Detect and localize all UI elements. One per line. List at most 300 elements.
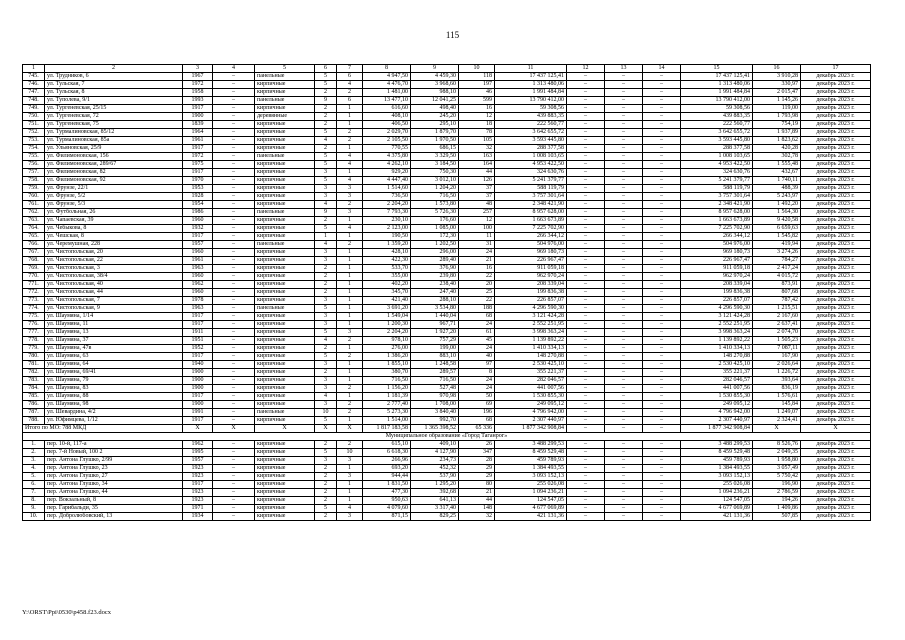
table-cell: 755. — [23, 153, 45, 161]
table-cell: – — [567, 497, 605, 505]
table-cell: 756. — [23, 161, 45, 169]
table-row — [23, 193, 871, 201]
table-cell: – — [213, 137, 255, 145]
table-cell: – — [213, 233, 255, 241]
table-cell: 1972 — [183, 153, 213, 161]
table-cell: кирпичные — [255, 201, 315, 209]
table-row — [23, 153, 871, 161]
table-cell: 1 855,10 — [363, 361, 411, 369]
table-cell: – — [213, 353, 255, 361]
table-cell: 78 — [459, 129, 495, 137]
table-cell: 786. — [23, 401, 45, 409]
table-cell: 1 — [337, 361, 363, 369]
table-cell: 3 691,20 — [363, 305, 411, 313]
table-cell: 5 — [315, 73, 337, 81]
table-cell: X — [213, 425, 255, 433]
table-cell: – — [605, 457, 643, 465]
table-cell: – — [643, 257, 681, 265]
table-cell: – — [605, 297, 643, 305]
table-cell: кирпичные — [255, 465, 315, 473]
table-cell: декабрь 2023 г. — [801, 489, 871, 497]
table-cell: 2 — [337, 137, 363, 145]
table-cell: 1900 — [183, 377, 213, 385]
table-cell: – — [213, 105, 255, 113]
table-row — [23, 393, 871, 401]
table-row — [23, 473, 871, 481]
table-cell: – — [605, 97, 643, 105]
table-cell: 1917 — [183, 481, 213, 489]
table-cell: – — [213, 297, 255, 305]
table-cell: 9 — [315, 97, 337, 105]
table-cell: 459 789,93 — [495, 457, 567, 465]
table-cell: – — [213, 321, 255, 329]
table-cell: 1934 — [183, 513, 213, 521]
table-cell: 1971 — [183, 505, 213, 513]
table-cell: кирпичные — [255, 177, 315, 185]
table-row — [23, 121, 871, 129]
table-cell: ул. Чистопольская, 3 — [45, 265, 183, 273]
table-cell: 3. — [23, 457, 45, 465]
table-cell: – — [605, 441, 643, 449]
table-cell: – — [605, 137, 643, 145]
table-cell: 1 365 398,52 — [411, 425, 459, 433]
table-cell: – — [567, 113, 605, 121]
table-cell: 5 — [315, 449, 337, 457]
table-cell: – — [605, 249, 643, 257]
table-cell: 1978 — [183, 297, 213, 305]
table-cell: 2 — [337, 441, 363, 449]
table-cell: 1 156,20 — [363, 385, 411, 393]
table-cell: 3 534,80 — [411, 305, 459, 313]
table-cell: – — [213, 313, 255, 321]
table-cell: 4 127,90 — [411, 449, 459, 457]
table-cell: 119,00 — [753, 105, 801, 113]
table-cell: 4 375,80 — [363, 153, 411, 161]
table-cell: панельные — [255, 241, 315, 249]
table-cell: 1 094 236,21 — [495, 489, 567, 497]
table-cell: кирпичные — [255, 281, 315, 289]
table-cell: 504 976,00 — [681, 241, 753, 249]
table-cell: 12 — [567, 65, 605, 73]
table-cell: 488,39 — [753, 185, 801, 193]
table-cell: 3 — [315, 401, 337, 409]
table-cell: 2 307 440,97 — [495, 417, 567, 425]
table-cell: – — [643, 129, 681, 137]
table-cell: 68 — [459, 313, 495, 321]
table-cell: ул. Шаумяна, 37 — [45, 337, 183, 345]
table-cell: – — [213, 225, 255, 233]
table-cell: 1960 — [183, 217, 213, 225]
table-cell: 3 274,26 — [753, 249, 801, 257]
table-cell: 40 — [459, 353, 495, 361]
table-cell: 4 — [337, 161, 363, 169]
table-cell: 2 — [337, 353, 363, 361]
table-cell: – — [643, 481, 681, 489]
table-cell: – — [643, 97, 681, 105]
table-cell: 477,30 — [363, 489, 411, 497]
table-cell: 17 — [801, 65, 871, 73]
table-cell: 4 677 069,89 — [681, 505, 753, 513]
table-cell: 13 — [605, 65, 643, 73]
table-cell: 419,94 — [753, 241, 801, 249]
table-cell: 774. — [23, 305, 45, 313]
table-cell: 929,20 — [363, 169, 411, 177]
table-cell: 3 757 301,64 — [681, 193, 753, 201]
table-cell: ул. Чистопольская, 22 — [45, 257, 183, 265]
table-cell: 5 — [315, 177, 337, 185]
table-cell: 883,10 — [411, 353, 459, 361]
table-cell: – — [567, 505, 605, 513]
table-cell: 616,60 — [363, 105, 411, 113]
table-cell: 1 — [337, 265, 363, 273]
table-cell: 1 — [337, 497, 363, 505]
table-cell: 2 015,47 — [753, 89, 801, 97]
table-cell: 24 — [459, 249, 495, 257]
table-cell: декабрь 2023 г. — [801, 89, 871, 97]
table-cell: декабрь 2023 г. — [801, 193, 871, 201]
table-row — [23, 313, 871, 321]
table-cell: 3 — [315, 377, 337, 385]
table-row — [23, 73, 871, 81]
table-row — [23, 249, 871, 257]
table-cell: – — [643, 89, 681, 97]
table-cell: 615,10 — [363, 441, 411, 449]
table-cell: 1923 — [183, 473, 213, 481]
table-cell: 190,50 — [363, 233, 411, 241]
table-cell: 1 740,11 — [753, 177, 801, 185]
table-cell: – — [643, 345, 681, 353]
table-cell: 1928 — [183, 193, 213, 201]
table-cell: 1900 — [183, 385, 213, 393]
table-cell: кирпичные — [255, 417, 315, 425]
table-cell: 788. — [23, 417, 45, 425]
table-cell: кирпичные — [255, 105, 315, 113]
table-cell: декабрь 2023 г. — [801, 225, 871, 233]
table-cell: 355,00 — [363, 273, 411, 281]
table-cell: – — [213, 145, 255, 153]
table-cell: – — [605, 257, 643, 265]
table-cell: 2 552 251,95 — [681, 321, 753, 329]
table-cell: 4 953 422,50 — [681, 161, 753, 169]
table-cell: 784. — [23, 385, 45, 393]
table-cell: 3 093 152,13 — [681, 473, 753, 481]
table-cell: 3 488 299,53 — [681, 441, 753, 449]
table-cell: 276,00 — [363, 345, 411, 353]
table-cell: декабрь 2023 г. — [801, 377, 871, 385]
table-cell: декабрь 2023 г. — [801, 241, 871, 249]
table-cell: X — [753, 425, 801, 433]
table-cell: 1 008 103,65 — [495, 153, 567, 161]
table-cell: 754,19 — [753, 121, 801, 129]
table-cell: 10. — [23, 513, 45, 521]
table-cell: – — [643, 273, 681, 281]
table-cell: – — [643, 137, 681, 145]
table-cell: – — [567, 401, 605, 409]
table-cell: 230,10 — [363, 217, 411, 225]
table-cell: 1960 — [183, 273, 213, 281]
table-cell: 4 953 422,50 — [495, 161, 567, 169]
table-cell: 1 181,39 — [363, 393, 411, 401]
table-cell: 1 085,00 — [411, 225, 459, 233]
table-cell: 1917 — [183, 353, 213, 361]
table-cell: 1963 — [183, 265, 213, 273]
table-cell: 4 796 942,00 — [681, 409, 753, 417]
table-cell: 289,57 — [411, 369, 459, 377]
table-cell: 2 — [315, 289, 337, 297]
table-cell: 9 420,58 — [753, 217, 801, 225]
table-cell: 2 530 425,10 — [495, 361, 567, 369]
table-cell: 289,40 — [411, 257, 459, 265]
table-cell: – — [567, 217, 605, 225]
table-cell: – — [213, 513, 255, 521]
table-cell: – — [567, 425, 605, 433]
table-cell: 249 095,12 — [681, 401, 753, 409]
table-cell: – — [605, 201, 643, 209]
table-cell: декабрь 2023 г. — [801, 361, 871, 369]
table-cell: – — [643, 281, 681, 289]
table-cell: 5 726,30 — [411, 209, 459, 217]
table-cell: панельные — [255, 153, 315, 161]
table-cell: декабрь 2023 г. — [801, 249, 871, 257]
table-cell: 16 — [459, 105, 495, 113]
table-cell: декабрь 2023 г. — [801, 401, 871, 409]
table-cell: 757. — [23, 169, 45, 177]
table-cell: – — [643, 489, 681, 497]
table-cell: 1 094 236,21 — [681, 489, 753, 497]
table-cell: – — [567, 361, 605, 369]
table-cell: – — [605, 289, 643, 297]
table-cell: 5 — [315, 305, 337, 313]
table-cell: 59 308,56 — [681, 105, 753, 113]
table-cell: ул. Шаумяна, 11 — [45, 321, 183, 329]
table-cell: ул. Шаумяна, 13 — [45, 329, 183, 337]
table-cell: 871,15 — [363, 513, 411, 521]
table-cell: пер. Антона Глушко, 2/99 — [45, 457, 183, 465]
table-cell: – — [605, 89, 643, 97]
table-cell: декабрь 2023 г. — [801, 457, 871, 465]
table-cell: 222 560,77 — [681, 121, 753, 129]
table-cell: – — [643, 401, 681, 409]
table-cell: 3 — [337, 329, 363, 337]
table-cell: ул. Фрунзе, 22/1 — [45, 185, 183, 193]
table-cell: 1917 — [183, 313, 213, 321]
table-cell: 302,78 — [753, 153, 801, 161]
table-cell: 1993 — [183, 97, 213, 105]
table-cell: 199 836,38 — [495, 289, 567, 297]
table-cell: 6 — [337, 97, 363, 105]
table-cell: 1 514,60 — [363, 185, 411, 193]
table-cell: 969 180,73 — [495, 249, 567, 257]
table-cell: 3 — [315, 169, 337, 177]
table-cell: – — [213, 241, 255, 249]
table-cell: 2 074,70 — [753, 329, 801, 337]
table-cell: 3 910,28 — [753, 73, 801, 81]
table-cell: 22 — [459, 297, 495, 305]
table-cell: – — [643, 409, 681, 417]
table-cell: 1917 — [183, 145, 213, 153]
table-cell: – — [213, 449, 255, 457]
table-cell: 1 970,50 — [411, 137, 459, 145]
table-cell: 1952 — [183, 345, 213, 353]
table-cell: – — [213, 489, 255, 497]
table-cell: – — [567, 73, 605, 81]
table-cell: 2 — [315, 281, 337, 289]
table-cell: – — [643, 225, 681, 233]
table-cell: кирпичные — [255, 369, 315, 377]
table-cell: 498,40 — [411, 105, 459, 113]
table-cell: – — [567, 345, 605, 353]
table-cell: X — [801, 425, 871, 433]
table-cell: 1839 — [183, 121, 213, 129]
table-cell: 266 344,12 — [495, 233, 567, 241]
table-cell: 61 — [459, 329, 495, 337]
table-cell: – — [643, 353, 681, 361]
table-cell: декабрь 2023 г. — [801, 313, 871, 321]
table-cell: 5 750,42 — [753, 473, 801, 481]
table-cell: 1 — [337, 369, 363, 377]
table-cell: 2 — [315, 217, 337, 225]
table-cell: 11 — [495, 65, 567, 73]
table-cell: 196 — [459, 409, 495, 417]
table-cell: 873,91 — [753, 281, 801, 289]
table-cell: 355 221,37 — [495, 369, 567, 377]
table-cell: – — [643, 73, 681, 81]
table-cell: 288 377,58 — [681, 145, 753, 153]
table-cell: – — [605, 265, 643, 273]
table-cell: 1 384 493,55 — [495, 465, 567, 473]
table-cell: 4 947,50 — [363, 73, 411, 81]
table-cell: 255 026,08 — [681, 481, 753, 489]
table-cell: 25 — [459, 289, 495, 297]
table-cell: 1. — [23, 441, 45, 449]
table-cell: 4 — [337, 505, 363, 513]
table-cell: 781. — [23, 361, 45, 369]
table-cell: 2 029,70 — [363, 129, 411, 137]
footer-file-path: Y:\ORST\Ppi\0530\p458.f23.docx — [22, 609, 111, 616]
table-cell: – — [605, 417, 643, 425]
table-cell: 5. — [23, 473, 45, 481]
table-cell: 2 — [315, 465, 337, 473]
table-cell: кирпичные — [255, 145, 315, 153]
table-cell: кирпичные — [255, 121, 315, 129]
table-cell: – — [567, 241, 605, 249]
table-cell: 1917 — [183, 321, 213, 329]
section-title-row — [23, 433, 871, 441]
table-cell: 1 663 673,89 — [681, 217, 753, 225]
table-cell: 148 270,88 — [495, 353, 567, 361]
table-cell: 65 336 — [459, 425, 495, 433]
table-cell: – — [213, 201, 255, 209]
table-cell: 441 007,56 — [681, 385, 753, 393]
table-cell: 773. — [23, 297, 45, 305]
table-cell: 950,63 — [363, 497, 411, 505]
table-cell: ул. Фрунзе, 5/2 — [45, 193, 183, 201]
table-cell: 1 530 855,30 — [681, 393, 753, 401]
table-cell: 1961 — [183, 137, 213, 145]
table-cell: – — [567, 273, 605, 281]
table-cell: – — [567, 81, 605, 89]
table-cell: 2 — [315, 481, 337, 489]
table-cell: – — [213, 337, 255, 345]
table-cell: 376,90 — [411, 265, 459, 273]
table-cell: – — [605, 377, 643, 385]
table-cell: ул. Чистопольская, 38/4 — [45, 273, 183, 281]
table-cell: 2 — [315, 265, 337, 273]
table-cell: 439 883,35 — [495, 113, 567, 121]
table-cell: 7 087,11 — [753, 345, 801, 353]
table-cell: – — [643, 369, 681, 377]
table-cell: – — [643, 161, 681, 169]
column-number-row — [23, 65, 871, 73]
table-cell: ул. Шаумяна, 88 — [45, 393, 183, 401]
table-cell: – — [643, 233, 681, 241]
table-cell: 80 — [459, 481, 495, 489]
table-cell: – — [643, 265, 681, 273]
table-cell: – — [213, 193, 255, 201]
table-cell: – — [567, 409, 605, 417]
table-cell: кирпичные — [255, 161, 315, 169]
table-cell: декабрь 2023 г. — [801, 513, 871, 521]
table-cell: 1 145,26 — [753, 97, 801, 105]
table-cell: 777. — [23, 329, 45, 337]
table-cell: 760. — [23, 193, 45, 201]
table-cell: 100 — [459, 225, 495, 233]
table-cell: – — [605, 425, 643, 433]
table-cell: 1 — [23, 65, 45, 73]
table-cell: 3 121 424,28 — [681, 313, 753, 321]
table-cell: ул. Чистопольская, 7 — [45, 297, 183, 305]
table-cell: – — [567, 481, 605, 489]
table-cell: декабрь 2023 г. — [801, 121, 871, 129]
table-cell: – — [567, 105, 605, 113]
table-cell: – — [567, 321, 605, 329]
table-cell: 1 249,07 — [753, 409, 801, 417]
table-cell: 776. — [23, 321, 45, 329]
table-cell: 13 790 412,00 — [495, 97, 567, 105]
table-cell: декабрь 2023 г. — [801, 305, 871, 313]
table-cell: декабрь 2023 г. — [801, 233, 871, 241]
table-row — [23, 513, 871, 521]
table-cell: кирпичные — [255, 505, 315, 513]
table-cell: ул. Филимоновская, 289/67 — [45, 161, 183, 169]
table-cell: – — [567, 393, 605, 401]
table-cell: 1 — [337, 465, 363, 473]
table-cell: 641,13 — [411, 497, 459, 505]
table-cell: панельные — [255, 209, 315, 217]
table-cell: 1975 — [183, 161, 213, 169]
table-cell: кирпичные — [255, 361, 315, 369]
table-cell: – — [213, 89, 255, 97]
table-cell: 1 — [337, 273, 363, 281]
table-cell: 787,42 — [753, 297, 801, 305]
table-cell: – — [643, 441, 681, 449]
table-cell: 537,90 — [411, 473, 459, 481]
table-cell: пер. Антона Глушко, 23 — [45, 465, 183, 473]
table-row — [23, 81, 871, 89]
table-cell: – — [567, 161, 605, 169]
table-cell: – — [643, 449, 681, 457]
table-cell: – — [567, 417, 605, 425]
table-cell: 9 — [411, 65, 459, 73]
table-cell: – — [213, 497, 255, 505]
table-cell: 17 437 125,41 — [681, 73, 753, 81]
table-cell: 766. — [23, 241, 45, 249]
table-cell: ул. Чистопольская, 44 — [45, 289, 183, 297]
table-cell: 3 642 655,72 — [681, 129, 753, 137]
table-cell: декабрь 2023 г. — [801, 185, 871, 193]
table-cell: 988,10 — [411, 89, 459, 97]
table-row — [23, 185, 871, 193]
